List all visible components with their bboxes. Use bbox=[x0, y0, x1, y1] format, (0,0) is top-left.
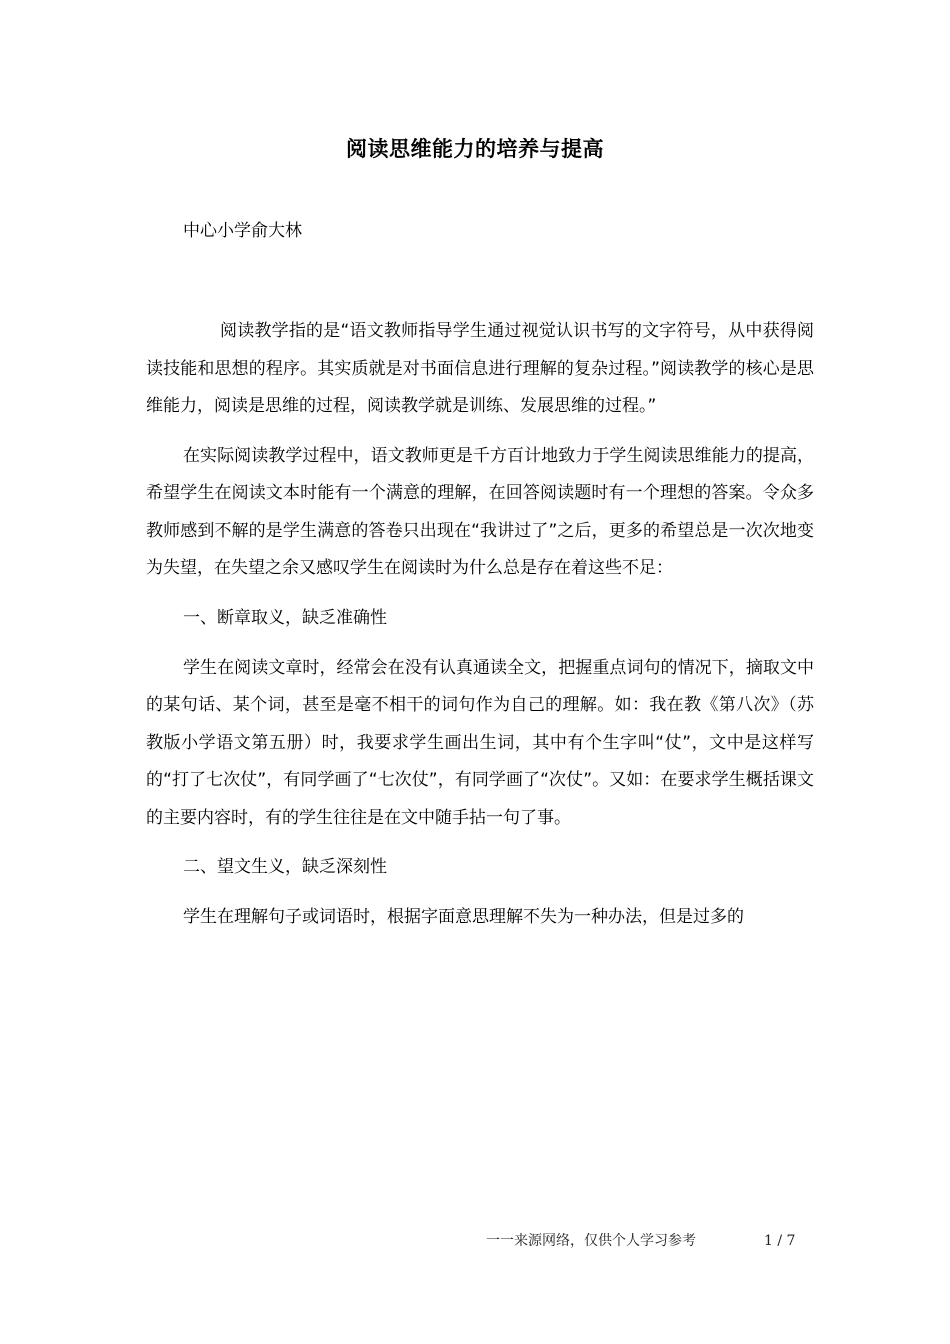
document-author: 中心小学俞大林 bbox=[183, 221, 302, 241]
paragraph-practice: 在实际阅读教学过程中，语文教师更是千方百计地致力于学生阅读思维能力的提高，希望学生在阅读文本时能有一个满意的理解，在回答阅读题时有一个理想的答案。令众多教师感到不解的是学生满意的答卷只出现在“我讲过了”之后，更多的希望总是一次次地变为失望，在失望之余又感叹学生在阅读时为什么总是存在着这些不足： bbox=[146, 445, 814, 579]
section-heading-1: 一、断章取义，缺乏准确性 bbox=[183, 607, 387, 628]
paragraph-intro: 阅读教学指的是“语文教师指导学生通过视觉认识书写的文字符号，从中获得阅读技能和思想的程序。其实质就是对书面信息进行理解的复杂过程。”阅读教学的核心是思维能力，阅读是思维的过程，阅读教学就是训练、发展思维的过程。” bbox=[146, 321, 814, 416]
section-heading-2: 二、望文生义，缺乏深刻性 bbox=[183, 857, 387, 878]
footer-note: 一一来源网络，仅供个人学习参考 bbox=[486, 1233, 696, 1249]
paragraph-section-1: 学生在阅读文章时，经常会在没有认真通读全文，把握重点词句的情况下，摘取文中的某句话、某个词，甚至是毫不相干的词句作为自己的理解。如：我在教《第八次》（苏教版小学语文第五册）时，我要求学生画出生词，其中有个生字叫“仗”，文中是这样写的“打了七次仗”，有同学画了“七次仗”，有同学画了“次仗”。又如：在要求学生概括课文的主要内容时，有的学生往往是在文中随手拈一句了事。 bbox=[146, 657, 814, 828]
document-body bbox=[146, 313, 814, 949]
document-title: 阅读思维能力的培养与提高 bbox=[346, 137, 604, 161]
paragraph-section-2: 学生在理解句子或词语时，根据字面意思理解不失为一种办法，但是过多的 bbox=[183, 906, 744, 927]
page-number: 1 / 7 bbox=[764, 1233, 796, 1249]
